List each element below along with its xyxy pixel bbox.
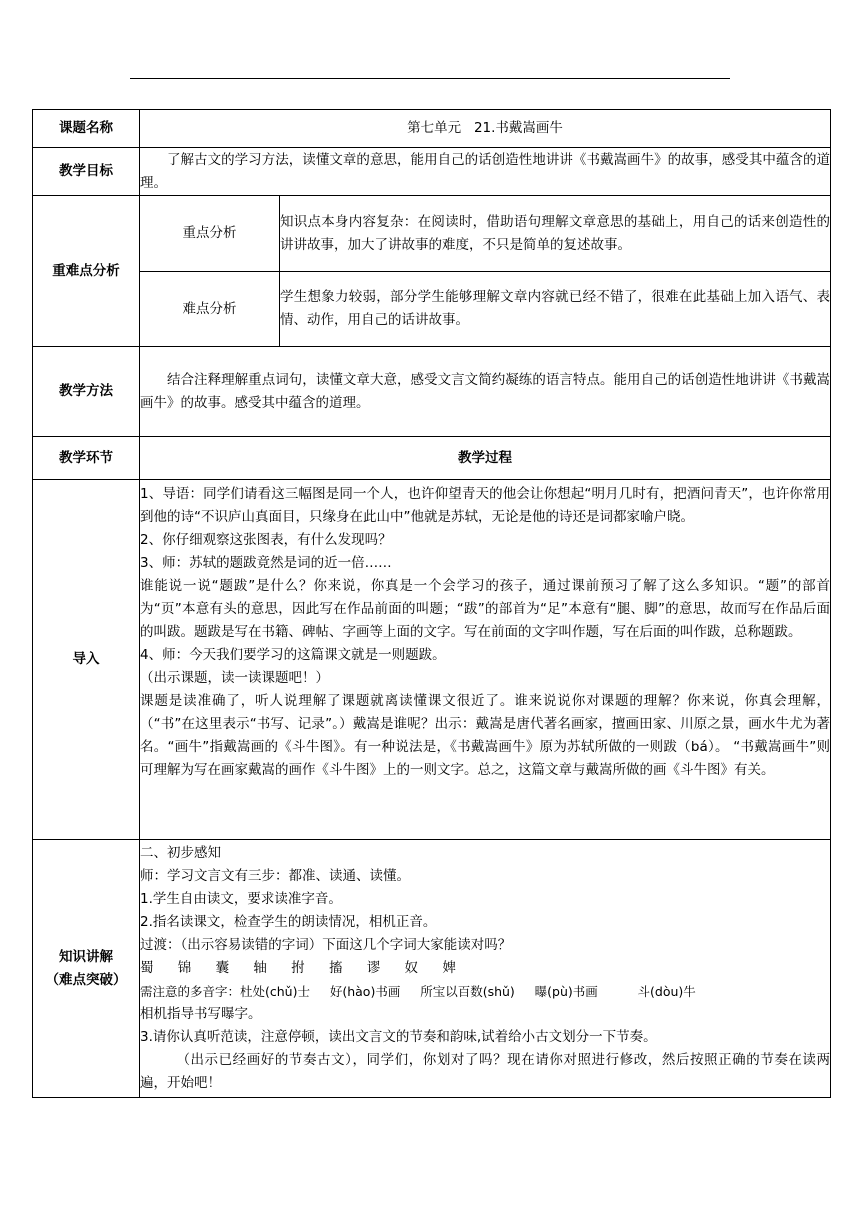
method-label: 教学方法	[33, 347, 140, 437]
intro-paragraph: 4、师：今天我们要学习的这篇课文就是一则题跋。	[140, 647, 446, 663]
intro-paragraph: 谁能说一说“题跋”是什么？你来说，你真是一个会学习的孩子，通过课前预习了解了这么多知识。“题”的部首为“页”本意有头的意思，因此写在作品前面的叫题；“跋”的部首为“足”本意有“腿、脚”的意思，故而写在作品后面的叫跋。题跋是写在书籍、碑帖、字画等上面的文字。写在前面的文字叫作题，写在后面的叫作跋，总称题跋。	[140, 578, 830, 640]
hard-analysis-text: 学生想象力较弱，部分学生能够理解文章内容就已经不错了，很难在此基础上加入语气、表情、动作，用自己的话讲故事。	[280, 272, 831, 347]
knowledge-label-line2: （难点突破）	[45, 971, 127, 988]
knowledge-paragraph: 师：学习文言文有三步：都准、读通、读懂。	[140, 868, 410, 884]
key-analysis-label: 重点分析	[140, 196, 280, 272]
intro-row	[33, 480, 831, 840]
knowledge-polyphone-line: 需注意的多音字：杜处(chǔ)士 好(hào)书画 所宝以百数(shǔ) 曝(pù)书画 斗(dòu)牛	[140, 984, 696, 999]
knowledge-paragraph: 3.请你认真听范读，注意停顿，读出文言文的节奏和韵味,试着给小古文划分一下节奏。	[140, 1029, 657, 1045]
knowledge-label	[33, 840, 140, 1098]
knowledge-paragraph: 2.指名读课文，检查学生的朗读情况，相机正音。	[140, 914, 437, 930]
knowledge-paragraph: 过渡：（出示容易读错的字词）下面这几个字词大家能读对吗？	[140, 937, 512, 953]
intro-label: 导入	[33, 480, 140, 840]
title-label: 课题名称	[33, 110, 140, 148]
process-header-row	[33, 437, 831, 480]
knowledge-character-list: 蜀 锦 囊 轴 拊 搐 谬 奴 婢	[140, 960, 466, 976]
knowledge-content	[140, 840, 831, 1098]
title-value: 第七单元 21.书戴嵩画牛	[140, 110, 831, 148]
title-row	[33, 110, 831, 148]
intro-paragraph: 课题是读准确了，听人说理解了课题就离读懂课文很近了。谁来说说你对课题的理解？你来说，你真会理解，（“书”在这里表示“书写、记录”。）戴嵩是谁呢？出示：戴嵩是唐代著名画家，擅画田家、川原之景，画水牛尤为著名。“画牛”指戴嵩画的《斗牛图》。有一种说法是，《书戴嵩画牛》原为苏轼所做的一则跋（bá）。 “书戴嵩画牛”则可理解为写在画家戴嵩的画作《斗牛图》上的一则文字。总之，这篇文章与戴嵩所做的画《斗牛图》有关。	[140, 693, 830, 778]
knowledge-label-line1: 知识讲解	[59, 948, 113, 965]
goal-label: 教学目标	[33, 148, 140, 196]
knowledge-paragraph: 1.学生自由读文，要求读准字音。	[140, 891, 342, 907]
method-text: 结合注释理解重点词句，读懂文章大意，感受文言文简约凝练的语言特点。能用自己的话创造性地讲讲《书戴嵩画牛》的故事。感受其中蕴含的道理。	[140, 347, 831, 437]
goal-text: 了解古文的学习方法，读懂文章的意思，能用自己的话创造性地讲讲《书戴嵩画牛》的故事，感受其中蕴含的道理。	[140, 148, 831, 196]
key-analysis-text: 知识点本身内容复杂：在阅读时，借助语句理解文章意思的基础上，用自己的话来创造性的讲讲故事，加大了讲故事的难度，不只是简单的复述故事。	[280, 196, 831, 272]
intro-paragraph: 1、导语：同学们请看这三幅图是同一个人，也许仰望青天的他会让你想起“明月几时有，把酒问青天”，也许你常用到他的诗“不识庐山真面目，只缘身在此山中”他就是苏轼，无论是他的诗还是词都家喻户晓。	[140, 486, 830, 525]
intro-content	[140, 480, 831, 840]
intro-paragraph: 3、师：苏轼的题跋竟然是词的近一倍……	[140, 555, 392, 571]
lesson-plan-table	[32, 109, 831, 1098]
difficulty-label: 重难点分析	[33, 196, 140, 347]
hard-analysis-label: 难点分析	[140, 272, 280, 347]
knowledge-paragraph: 相机指导书写曝字。	[140, 1006, 262, 1022]
hard-analysis-row	[33, 272, 831, 347]
intro-paragraph: 2、你仔细观察这张图表，有什么发现吗？	[140, 532, 392, 548]
method-row	[33, 347, 831, 437]
knowledge-paragraph: （出示已经画好的节奏古文），同学们，你划对了吗？现在请你对照进行修改，然后按照正确的节奏在读两遍，开始吧！	[140, 1052, 830, 1091]
process-label: 教学环节	[33, 437, 140, 480]
goal-row	[33, 148, 831, 196]
process-title: 教学过程	[140, 437, 831, 480]
intro-paragraph: （出示课题，读一读课题吧！）	[140, 670, 329, 686]
key-analysis-row	[33, 196, 831, 272]
header-rule	[130, 78, 730, 79]
knowledge-row	[33, 840, 831, 1098]
knowledge-paragraph: 二、初步感知	[140, 845, 221, 861]
